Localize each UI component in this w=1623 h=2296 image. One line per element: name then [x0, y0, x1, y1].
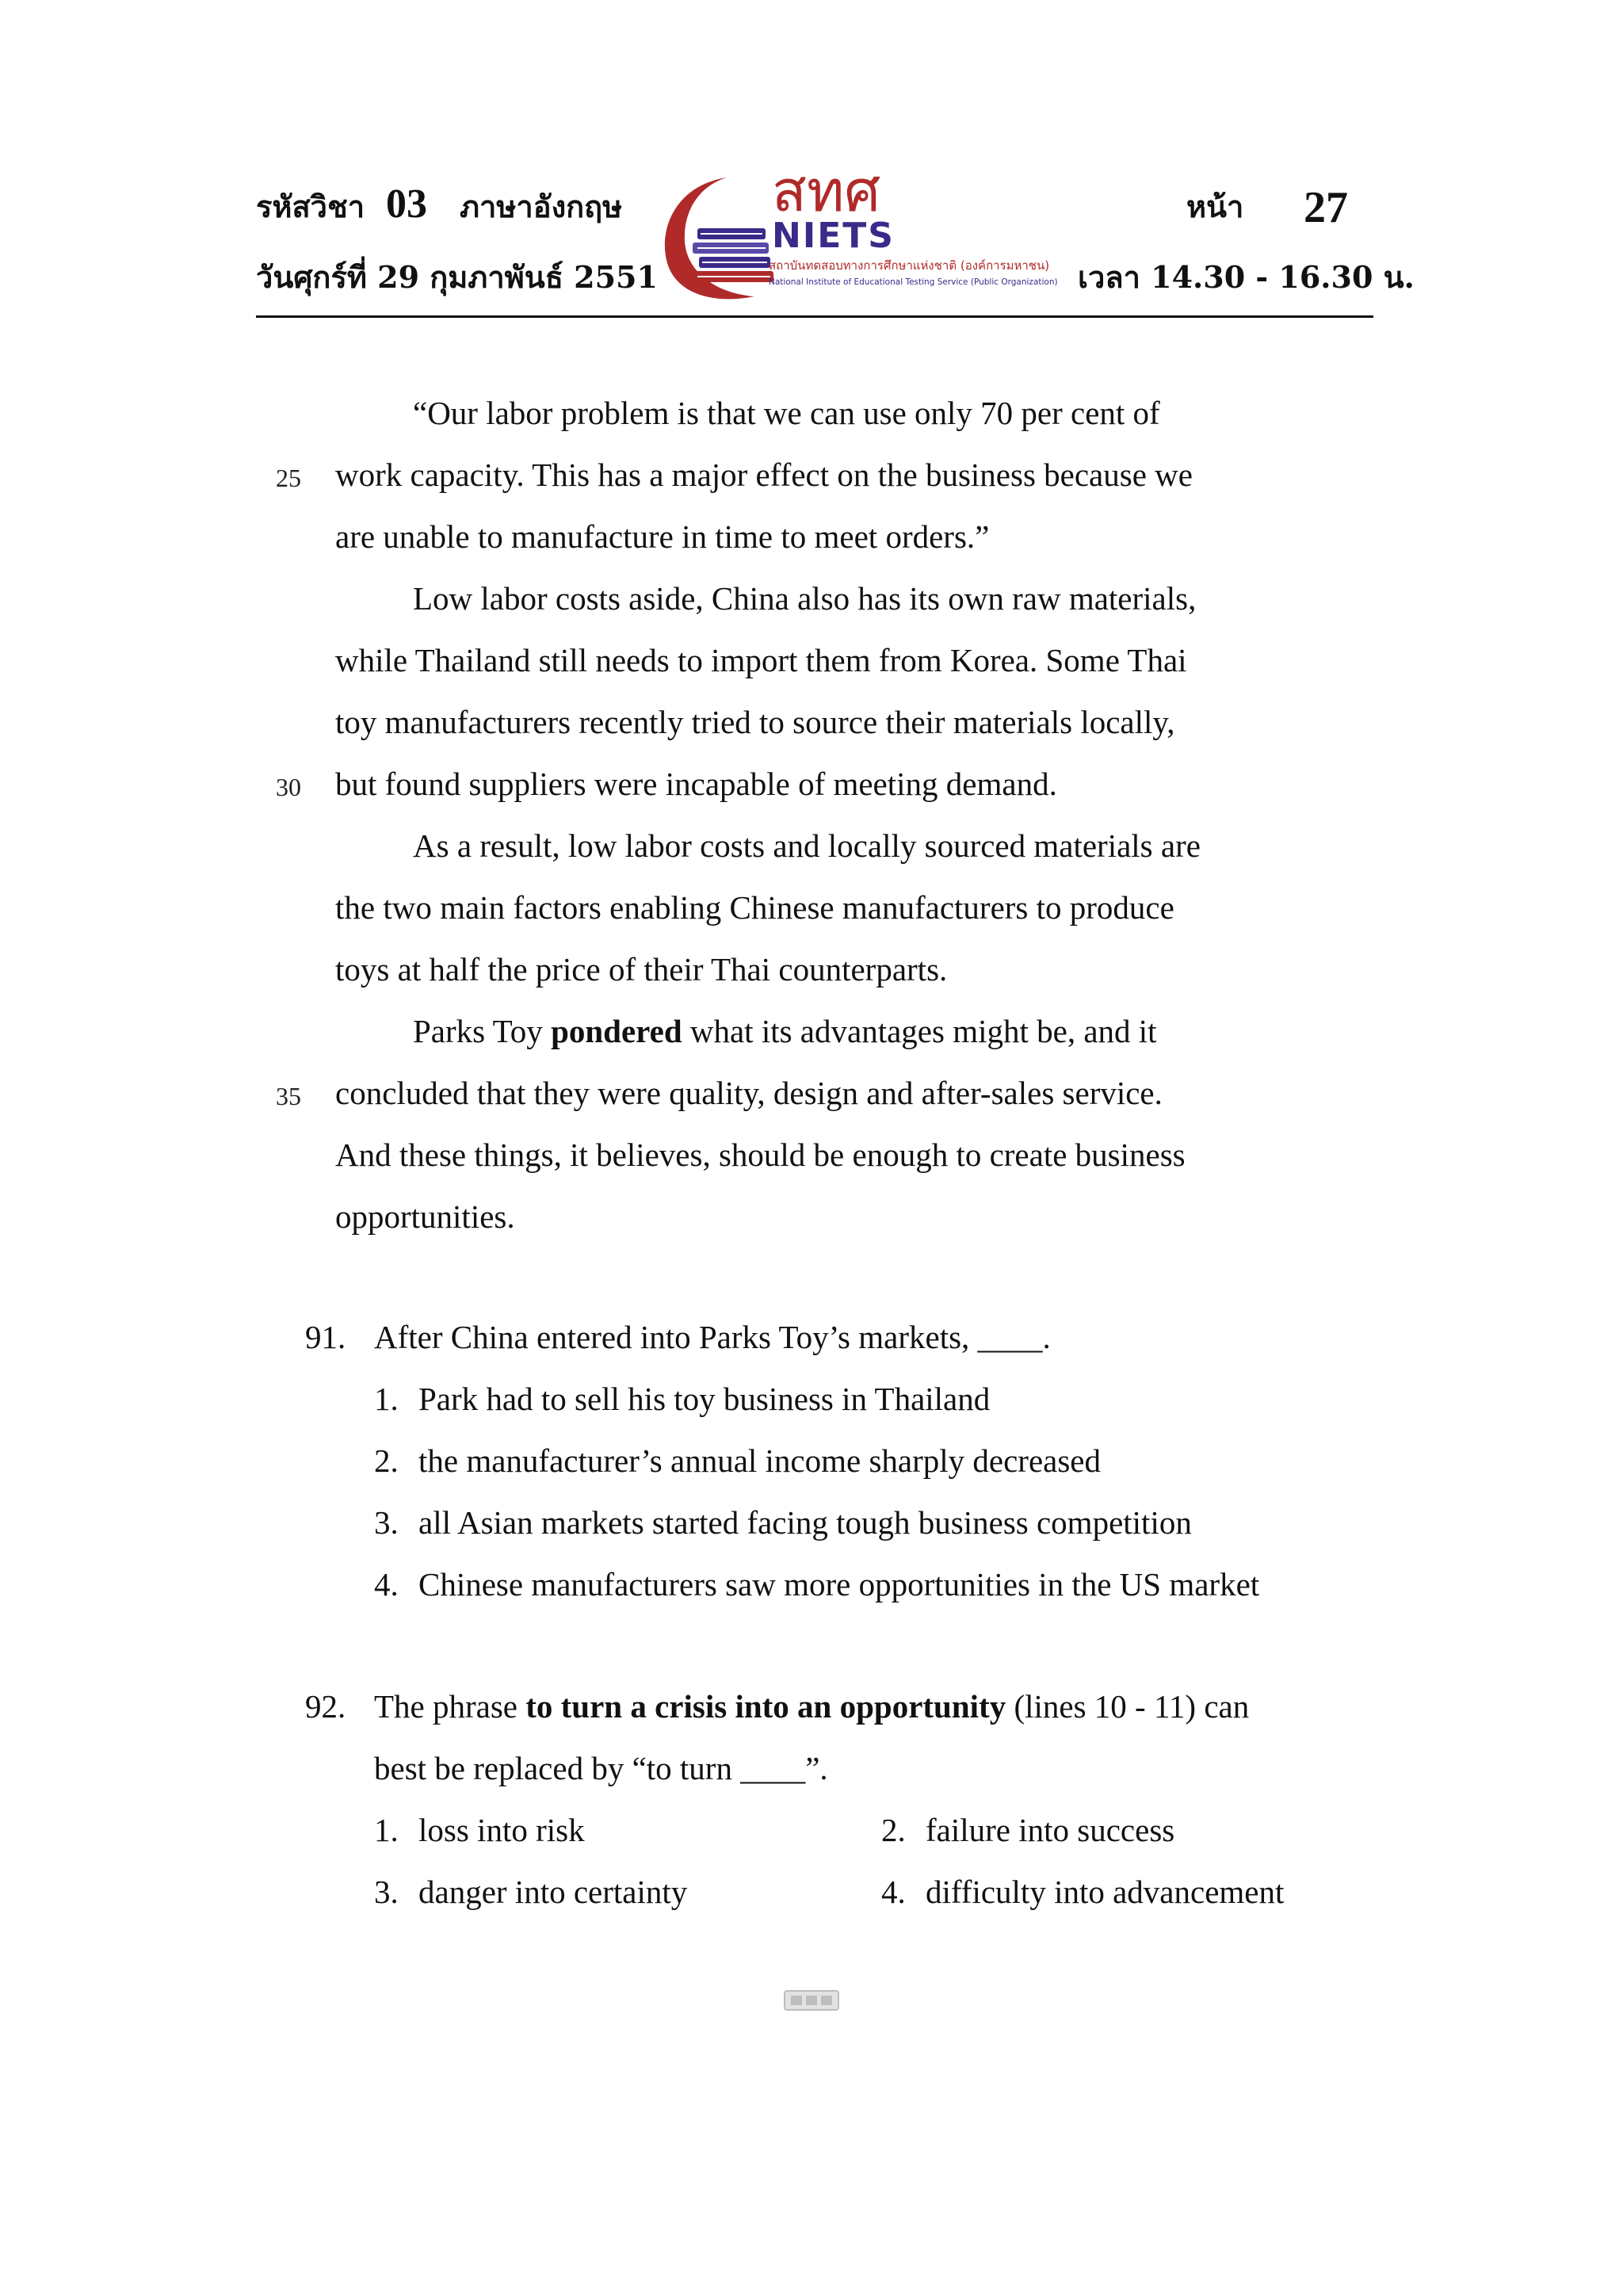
passage-line [335, 640, 1187, 680]
passage-line [335, 1197, 515, 1236]
text-segment: And these things, it believes, should be enough to create business [335, 1137, 1186, 1173]
passage-line [413, 1011, 1157, 1051]
choice-number: 3. [374, 1504, 399, 1541]
page-mark-icon [783, 1988, 840, 2013]
answer-choice[interactable]: loss into risk [418, 1812, 585, 1848]
question-number: 92. [305, 1688, 346, 1725]
question-number: 91. [305, 1319, 346, 1355]
header-rule [256, 315, 1373, 318]
passage-line [413, 393, 1160, 433]
text-segment: but found suppliers were incapable of meeting demand. [335, 766, 1057, 802]
text-segment: are unable to manufacture in time to meet orders.” [335, 518, 990, 555]
answer-choice[interactable]: Chinese manufacturers saw more opportunities in the US market [418, 1566, 1260, 1603]
passage-line [335, 1135, 1186, 1175]
niets-logo [651, 158, 1064, 304]
text-segment: toy manufacturers recently tried to source their materials locally, [335, 704, 1175, 740]
text-segment: while Thailand still needs to import them from Korea. Some Thai [335, 642, 1187, 678]
answer-choice[interactable]: Park had to sell his toy business in Thailand [418, 1381, 991, 1417]
passage-line [335, 455, 1193, 495]
logo-thai-abbrev: สทศ [772, 158, 881, 224]
text-segment: (lines 10 - 11) can [1006, 1688, 1250, 1725]
bold-text: to turn a crisis into an opportunity [525, 1688, 1006, 1725]
choice-number: 3. [374, 1874, 399, 1910]
passage-line [335, 1073, 1163, 1113]
text-segment: work capacity. This has a major effect on the business because we [335, 457, 1193, 493]
page-number: 27 [1304, 183, 1348, 232]
logo-english-name: National Institute of Educational Testing Service (Public Organization) [769, 277, 1058, 287]
exam-date: วันศุกร์ที่ 29 กุมภาพันธ์ 2551 [256, 259, 658, 295]
answer-choice[interactable]: difficulty into advancement [926, 1874, 1285, 1910]
subject-code: 03 [386, 181, 427, 227]
question-stem [374, 1748, 828, 1788]
subject-name: ภาษาอังกฤษ [460, 189, 623, 224]
choice-number: 2. [881, 1812, 906, 1848]
bold-text: pondered [551, 1013, 682, 1049]
text-segment: best be replaced by “to turn ____”. [374, 1750, 828, 1786]
question-stem [374, 1687, 1249, 1726]
text-segment: concluded that they were quality, design and after-sales service. [335, 1075, 1163, 1111]
text-segment: After China entered into Parks Toy’s markets, ____. [374, 1319, 1051, 1355]
choice-number: 4. [374, 1566, 399, 1603]
passage-line [413, 826, 1201, 865]
choice-number: 1. [374, 1381, 399, 1417]
question-stem [374, 1317, 1051, 1357]
passage-line [335, 764, 1057, 804]
text-segment: Low labor costs aside, China also has its own raw materials, [413, 580, 1197, 617]
passage-line [413, 579, 1196, 618]
passage-line [335, 949, 947, 989]
choice-number: 1. [374, 1812, 399, 1848]
answer-choice[interactable]: danger into certainty [418, 1874, 688, 1910]
text-segment: “Our labor problem is that we can use only 70 per cent of [413, 395, 1160, 431]
exam-time: เวลา 14.30 - 16.30 น. [1078, 259, 1415, 295]
line-number: 25 [276, 464, 301, 492]
text-segment: As a result, low labor costs and locally sourced materials are [413, 827, 1201, 864]
subject-label: รหัสวิชา [256, 189, 365, 224]
logo-latin-abbrev: NIETS [772, 216, 895, 256]
text-segment: what its advantages might be, and it [682, 1013, 1157, 1049]
passage-line [335, 888, 1174, 927]
text-segment: The phrase [374, 1688, 526, 1725]
text-segment: Parks Toy [413, 1013, 552, 1049]
logo-thai-name: สถาบันทดสอบทางการศึกษาแห่งชาติ (องค์การมหาชน) [769, 258, 1050, 273]
passage-line [335, 517, 989, 556]
text-segment: the two main factors enabling Chinese manufacturers to produce [335, 889, 1174, 926]
line-number: 35 [276, 1082, 301, 1110]
choice-number: 2. [374, 1442, 399, 1479]
answer-choice[interactable]: all Asian markets started facing tough business competition [418, 1504, 1192, 1541]
answer-choice[interactable]: the manufacturer’s annual income sharply decreased [418, 1442, 1101, 1479]
text-segment: opportunities. [335, 1198, 515, 1235]
text-segment: toys at half the price of their Thai counterparts. [335, 951, 948, 988]
passage-line [335, 702, 1175, 742]
choice-number: 4. [881, 1874, 906, 1910]
line-number: 30 [276, 773, 301, 801]
answer-choice[interactable]: failure into success [926, 1812, 1175, 1848]
page-label: หน้า [1186, 189, 1244, 224]
